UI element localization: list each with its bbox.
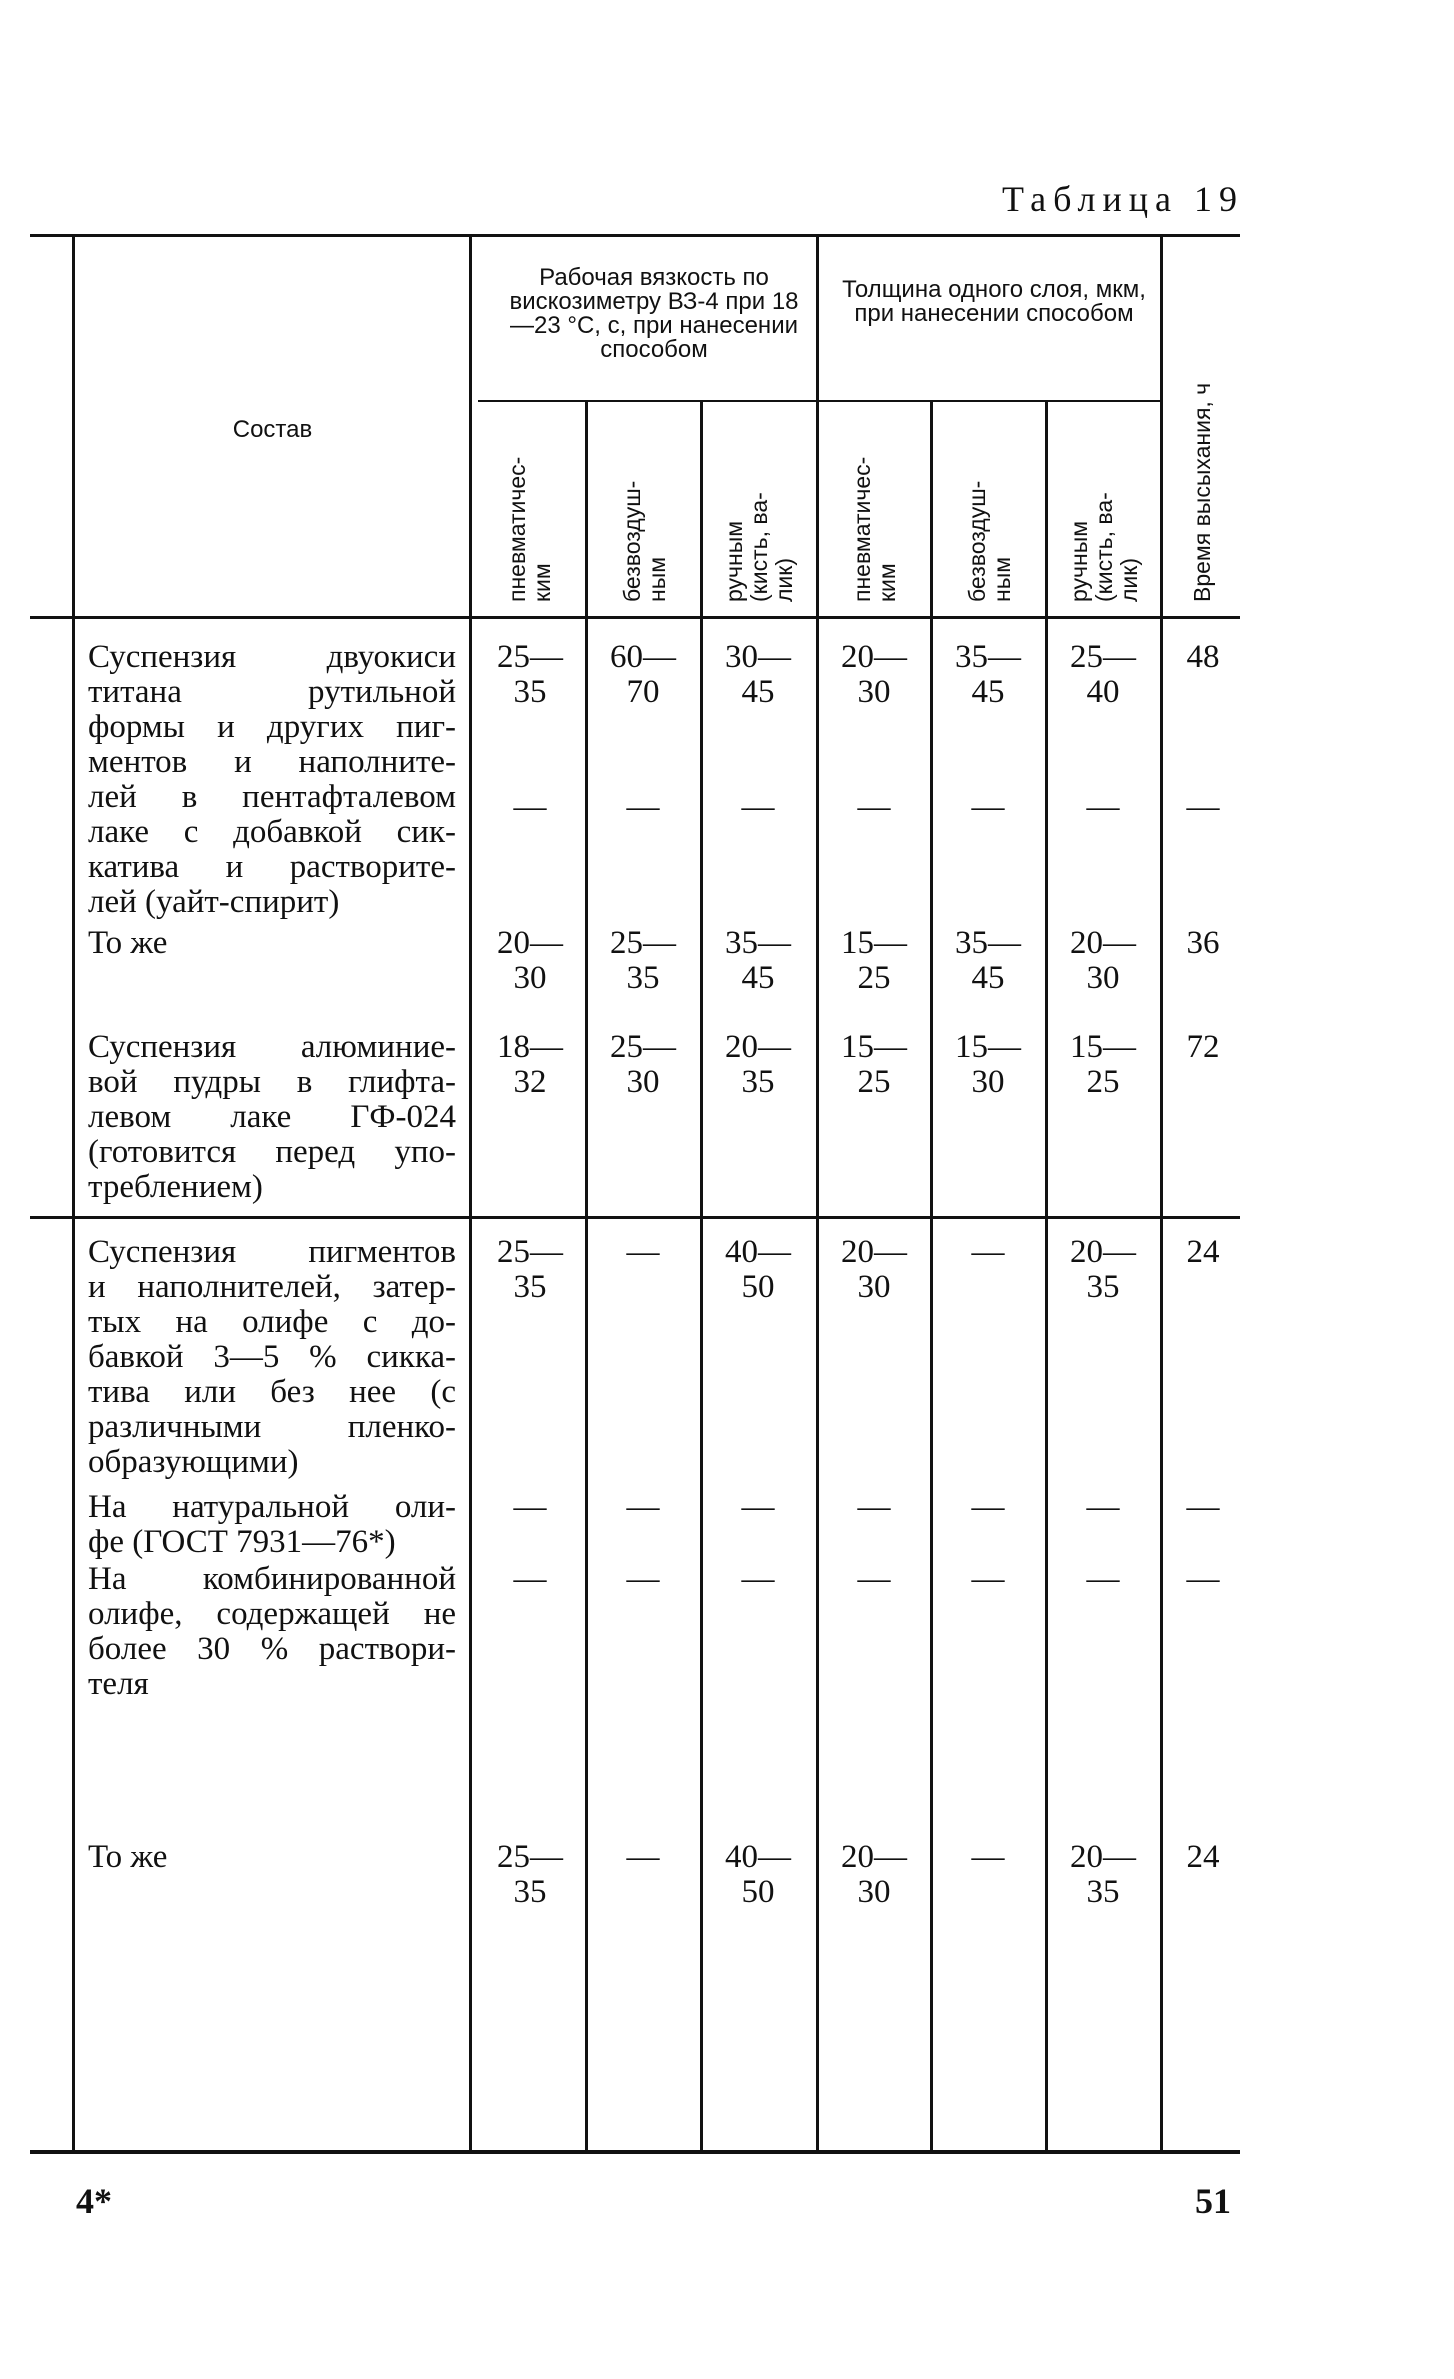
row-2-desc-line: Суспензия алюминие- <box>88 1029 456 1065</box>
row-1-value-b: 25 <box>857 960 891 996</box>
row-4-dash: — <box>626 1489 660 1525</box>
row-3-desc-line: различными пленко- <box>88 1409 456 1445</box>
header-composition: Состав <box>232 416 313 443</box>
row-2-value-b: 32 <box>513 1064 547 1100</box>
row-0-dash: — <box>857 789 891 825</box>
row-0-value-b: 35 <box>513 674 547 710</box>
row-3-desc-line: образующими) <box>88 1444 299 1480</box>
bottom-rule <box>30 2150 1240 2154</box>
row-1-value-b: 35 <box>626 960 660 996</box>
row-6-value-a: 20— <box>1070 1839 1136 1875</box>
row-5-desc-line: олифе, содержащей не <box>88 1596 456 1632</box>
row-0-dash: — <box>971 789 1005 825</box>
row-3-desc-line: и наполнителей, затер- <box>88 1269 456 1305</box>
row-0-desc-line: Суспензия двуокиси <box>88 639 456 675</box>
row-3-value-a: 20— <box>841 1234 907 1270</box>
row-2-value-a: 15— <box>955 1029 1021 1065</box>
row-4-dash: — <box>857 1489 891 1525</box>
row-0-desc-line: формы и других пиг- <box>88 709 456 745</box>
row-2-desc-line: (готовится перед упо- <box>88 1134 456 1170</box>
row-3-desc-line: Суспензия пигментов <box>88 1234 456 1270</box>
top-rule <box>30 234 1240 237</box>
row-6-value-a: 25— <box>497 1839 563 1875</box>
row-5-desc-line: теля <box>88 1666 149 1702</box>
row-0-desc-line: лей в пентафталевом <box>88 779 456 815</box>
row-0-value-a: 25— <box>497 639 563 675</box>
row-0-desc-line: титана рутильной <box>88 674 456 710</box>
header-sub-manual-1: ручным (кисть, ва- лик) <box>721 492 797 602</box>
row-0-dash: — <box>1086 789 1120 825</box>
row-4-dash: — <box>971 1489 1005 1525</box>
row-0-value-a: 25— <box>1070 639 1136 675</box>
row-6-value-a: 40— <box>725 1839 791 1875</box>
row-0-dash: — <box>626 789 660 825</box>
row-4-dash: — <box>741 1489 775 1525</box>
row-0-desc-line: лаке с добавкой сик- <box>88 814 456 850</box>
row-1-value-b: 30 <box>1086 960 1120 996</box>
row-1-value-b: 30 <box>513 960 547 996</box>
row-1-value-a: 25— <box>610 925 676 961</box>
row-0-value-a: 30— <box>725 639 791 675</box>
header-sub-pneumatic-1: пневматичес- ким <box>504 456 555 602</box>
row-2-value-a: 15— <box>1070 1029 1136 1065</box>
row-0-desc-line: катива и растворите- <box>88 849 456 885</box>
row-6-desc-line: То же <box>88 1839 168 1875</box>
col-divider-composition <box>469 236 472 2150</box>
row-3-desc-line: тых на олифе с до- <box>88 1304 456 1340</box>
row-6-value-a: — <box>626 1839 660 1875</box>
header-sub-airless-1: безвоздуш- ным <box>619 480 670 602</box>
row-3-desc-line: тива или без нее (с <box>88 1374 456 1410</box>
row-2-value-a: 25— <box>610 1029 676 1065</box>
row-6-value-a: 24 <box>1186 1839 1220 1875</box>
row-3-value-b: 50 <box>741 1269 775 1305</box>
row-0-value-a: 60— <box>610 639 676 675</box>
row-0-value-a: 35— <box>955 639 1021 675</box>
row-2-value-b: 25 <box>857 1064 891 1100</box>
row-2-value-b: 35 <box>741 1064 775 1100</box>
table-title: Таблица 19 <box>1002 179 1244 219</box>
row-1-value-a: 35— <box>955 925 1021 961</box>
row-6-value-a: — <box>971 1839 1005 1875</box>
row-0-value-b: 70 <box>626 674 660 710</box>
row-1-value-a: 20— <box>1070 925 1136 961</box>
row-0-value-b: 40 <box>1086 674 1120 710</box>
row-2-value-b: 25 <box>1086 1064 1120 1100</box>
row-5-dash: — <box>971 1561 1005 1597</box>
row-2-value-a: 15— <box>841 1029 907 1065</box>
row-5-desc-line: На комбинированной <box>88 1561 456 1597</box>
row-3-value-a: 25— <box>497 1234 563 1270</box>
row-2-value-a: 20— <box>725 1029 791 1065</box>
row-4-desc-line: На натуральной оли- <box>88 1489 456 1525</box>
header-viscosity-group: Рабочая вязкость по вискозиметру ВЗ-4 при 18—23 °С, с, при нанесении способом <box>509 264 799 363</box>
row-3-value-a: — <box>626 1234 660 1270</box>
row-3-value-a: 40— <box>725 1234 791 1270</box>
row-1-value-a: 15— <box>841 925 907 961</box>
row-0-dash: — <box>513 789 547 825</box>
row-0-value-b: 30 <box>857 674 891 710</box>
row-3-desc-line: бавкой 3—5 % сикка- <box>88 1339 456 1375</box>
row-5-dash: — <box>626 1561 660 1597</box>
row-1-value-a: 36 <box>1186 925 1220 961</box>
row-1-value-b: 45 <box>741 960 775 996</box>
row-1-value-a: 20— <box>497 925 563 961</box>
row-3-value-b: 35 <box>1086 1269 1120 1305</box>
header-sub-airless-2: безвоздуш- ным <box>964 480 1015 602</box>
row-5-dash: — <box>513 1561 547 1597</box>
header-sub-manual-2: ручным (кисть, ва- лик) <box>1066 492 1142 602</box>
row-2-value-b: 30 <box>971 1064 1005 1100</box>
row-4-dash: — <box>513 1489 547 1525</box>
row-4-dash: — <box>1086 1489 1120 1525</box>
row-6-value-b: 35 <box>513 1874 547 1910</box>
header-drying-time: Время высыхания, ч <box>1189 382 1215 602</box>
row-2-value-b: 30 <box>626 1064 660 1100</box>
row-5-dash: — <box>1186 1561 1220 1597</box>
row-1-value-a: 35— <box>725 925 791 961</box>
row-0-desc-line: лей (уайт-спирит) <box>88 884 340 920</box>
row-0-value-b: 45 <box>971 674 1005 710</box>
row-2-value-a: 72 <box>1186 1029 1220 1065</box>
row-0-value-a: 20— <box>841 639 907 675</box>
row-5-dash: — <box>1086 1561 1120 1597</box>
row-0-dash: — <box>1186 789 1220 825</box>
header-sub-pneumatic-2: пневматичес- ким <box>849 456 900 602</box>
row-6-value-b: 50 <box>741 1874 775 1910</box>
row-0-dash: — <box>741 789 775 825</box>
row-1-value-b: 45 <box>971 960 1005 996</box>
row-5-dash: — <box>857 1561 891 1597</box>
row-3-value-a: 24 <box>1186 1234 1220 1270</box>
header-bottom-rule <box>30 616 1240 619</box>
row-6-value-b: 30 <box>857 1874 891 1910</box>
section-rule <box>30 1216 1240 1219</box>
row-5-desc-line: более 30 % раствори- <box>88 1631 456 1667</box>
row-2-desc-line: треблением) <box>88 1169 263 1205</box>
row-1-desc-line: То же <box>88 925 168 961</box>
row-3-value-b: 35 <box>513 1269 547 1305</box>
table-left-border <box>72 236 75 2150</box>
row-5-dash: — <box>741 1561 775 1597</box>
row-2-desc-line: вой пудры в глифта- <box>88 1064 456 1100</box>
row-3-value-a: 20— <box>1070 1234 1136 1270</box>
row-3-value-b: 30 <box>857 1269 891 1305</box>
subheader-rule <box>478 400 1163 402</box>
row-3-value-a: — <box>971 1234 1005 1270</box>
page-number: 51 <box>1195 2181 1231 2221</box>
row-6-value-a: 20— <box>841 1839 907 1875</box>
footer-signature: 4* <box>76 2181 112 2221</box>
row-4-dash: — <box>1186 1489 1220 1525</box>
row-2-value-a: 18— <box>497 1029 563 1065</box>
header-thickness-group: Толщина одного слоя, мкм, при нанесении способом <box>842 276 1146 327</box>
row-4-desc-line: фе (ГОСТ 7931—76*) <box>88 1524 396 1560</box>
row-0-value-b: 45 <box>741 674 775 710</box>
row-6-value-b: 35 <box>1086 1874 1120 1910</box>
row-2-desc-line: левом лаке ГФ-024 <box>88 1099 456 1135</box>
row-0-value-a: 48 <box>1186 639 1220 675</box>
row-0-desc-line: ментов и наполните- <box>88 744 456 780</box>
